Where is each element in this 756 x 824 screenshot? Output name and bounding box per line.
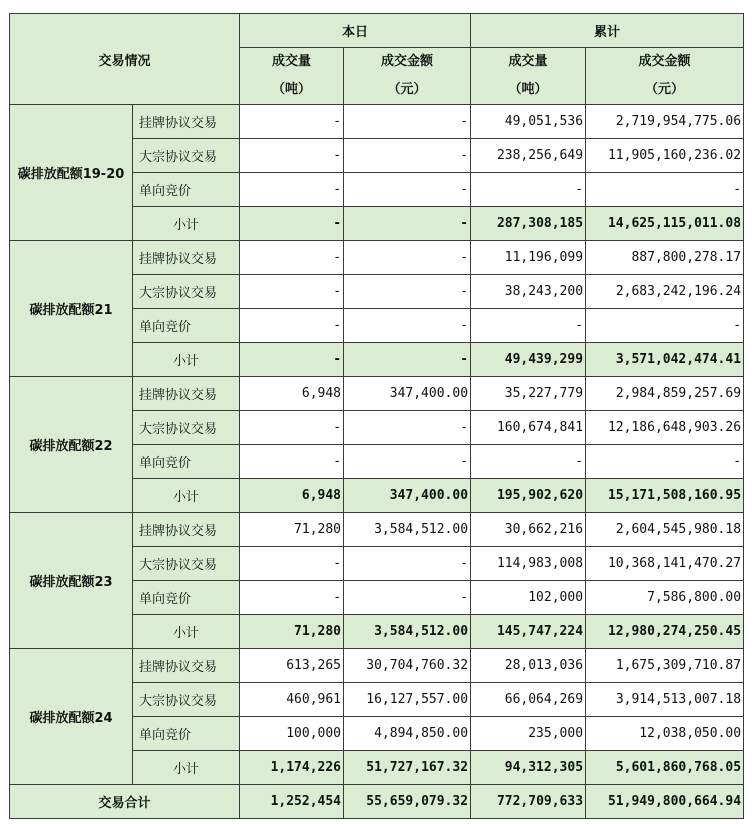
trading-summary-table <box>9 13 744 819</box>
trading-status-header: 交易情况 <box>10 14 240 105</box>
cumulative-volume-cell: 238,256,649 <box>471 139 586 173</box>
cumulative-volume-cell: 28,013,036 <box>471 649 586 683</box>
cumulative-volume-cell: - <box>471 173 586 207</box>
today-volume-header <box>240 48 344 105</box>
today-volume-cell: 613,265 <box>240 649 344 683</box>
subtotal-label: 小计 <box>133 751 240 785</box>
cumulative-volume-header <box>471 48 586 105</box>
today-amount-cell: 347,400.00 <box>344 479 471 513</box>
section-name: 碳排放配额23 <box>10 513 133 649</box>
trade-type-label: 挂牌协议交易 <box>133 241 240 275</box>
today-volume-cell: 71,280 <box>240 513 344 547</box>
today-volume-cell: - <box>240 173 344 207</box>
today-amount-cell: - <box>344 445 471 479</box>
table-row <box>10 241 744 275</box>
today-amount-unit: （元） <box>387 82 427 97</box>
cumulative-amount-cell: 5,601,860,768.05 <box>586 751 744 785</box>
today-volume-cell: 1,174,226 <box>240 751 344 785</box>
total-today-volume: 1,252,454 <box>240 785 344 819</box>
table-row <box>10 513 744 547</box>
cumulative-amount-cell: 2,683,242,196.24 <box>586 275 744 309</box>
total-today-amount: 55,659,079.32 <box>344 785 471 819</box>
today-volume-unit: （吨） <box>272 82 312 97</box>
today-amount-cell: - <box>344 411 471 445</box>
cumulative-amount-cell: 1,675,309,710.87 <box>586 649 744 683</box>
section-name: 碳排放配额24 <box>10 649 133 785</box>
cumulative-amount-cell: 14,625,115,011.08 <box>586 207 744 241</box>
today-amount-header <box>344 48 471 105</box>
trade-type-label: 单向竞价 <box>133 717 240 751</box>
cumulative-volume-cell: 145,747,224 <box>471 615 586 649</box>
trade-type-label: 挂牌协议交易 <box>133 513 240 547</box>
section-name: 碳排放配额19-20 <box>10 105 133 241</box>
cumulative-volume-cell: 49,051,536 <box>471 105 586 139</box>
today-amount-title: 成交金额 <box>381 54 434 69</box>
today-volume-cell: - <box>240 411 344 445</box>
today-amount-cell: 3,584,512.00 <box>344 615 471 649</box>
trade-type-label: 挂牌协议交易 <box>133 377 240 411</box>
cumulative-amount-cell: 12,186,648,903.26 <box>586 411 744 445</box>
today-amount-cell: - <box>344 173 471 207</box>
cumulative-volume-unit: （吨） <box>508 82 548 97</box>
cumulative-volume-cell: 11,196,099 <box>471 241 586 275</box>
cumulative-amount-cell: 11,905,160,236.02 <box>586 139 744 173</box>
section-name: 碳排放配额21 <box>10 241 133 377</box>
cumulative-volume-cell: 160,674,841 <box>471 411 586 445</box>
table-row <box>10 377 744 411</box>
cumulative-amount-header <box>586 48 744 105</box>
total-cumulative-volume: 772,709,633 <box>471 785 586 819</box>
today-volume-title: 成交量 <box>272 54 312 69</box>
today-volume-cell: - <box>240 547 344 581</box>
cumulative-header: 累计 <box>471 14 744 48</box>
today-amount-cell: - <box>344 343 471 377</box>
today-amount-cell: 30,704,760.32 <box>344 649 471 683</box>
cumulative-amount-cell: 12,038,050.00 <box>586 717 744 751</box>
trade-type-label: 大宗协议交易 <box>133 139 240 173</box>
cumulative-amount-cell: 2,604,545,980.18 <box>586 513 744 547</box>
subtotal-label: 小计 <box>133 343 240 377</box>
trade-type-label: 单向竞价 <box>133 173 240 207</box>
today-amount-cell: 347,400.00 <box>344 377 471 411</box>
today-amount-cell: - <box>344 547 471 581</box>
cumulative-amount-cell: 15,171,508,160.95 <box>586 479 744 513</box>
today-volume-cell: - <box>240 241 344 275</box>
cumulative-volume-cell: 195,902,620 <box>471 479 586 513</box>
cumulative-volume-cell: - <box>471 309 586 343</box>
cumulative-volume-cell: 35,227,779 <box>471 377 586 411</box>
cumulative-volume-cell: 114,983,008 <box>471 547 586 581</box>
trade-type-label: 挂牌协议交易 <box>133 649 240 683</box>
total-cumulative-amount: 51,949,800,664.94 <box>586 785 744 819</box>
cumulative-amount-cell: 2,984,859,257.69 <box>586 377 744 411</box>
trade-type-label: 单向竞价 <box>133 445 240 479</box>
today-volume-cell: - <box>240 139 344 173</box>
cumulative-volume-cell: 287,308,185 <box>471 207 586 241</box>
cumulative-volume-cell: - <box>471 445 586 479</box>
cumulative-volume-title: 成交量 <box>508 54 548 69</box>
trade-type-label: 挂牌协议交易 <box>133 105 240 139</box>
cumulative-amount-cell: 7,586,800.00 <box>586 581 744 615</box>
cumulative-amount-cell: - <box>586 173 744 207</box>
header-row-1 <box>10 14 744 48</box>
cumulative-amount-unit: （元） <box>645 82 685 97</box>
cumulative-volume-cell: 49,439,299 <box>471 343 586 377</box>
today-volume-cell: - <box>240 105 344 139</box>
cumulative-volume-cell: 94,312,305 <box>471 751 586 785</box>
today-volume-cell: 460,961 <box>240 683 344 717</box>
today-amount-cell: 4,894,850.00 <box>344 717 471 751</box>
today-volume-cell: 6,948 <box>240 377 344 411</box>
cumulative-volume-cell: 66,064,269 <box>471 683 586 717</box>
cumulative-amount-cell: - <box>586 445 744 479</box>
cumulative-amount-cell: 12,980,274,250.45 <box>586 615 744 649</box>
cumulative-amount-cell: 3,914,513,007.18 <box>586 683 744 717</box>
cumulative-volume-cell: 235,000 <box>471 717 586 751</box>
subtotal-label: 小计 <box>133 615 240 649</box>
cumulative-amount-cell: 10,368,141,470.27 <box>586 547 744 581</box>
cumulative-amount-cell: 887,800,278.17 <box>586 241 744 275</box>
today-amount-cell: - <box>344 241 471 275</box>
total-label: 交易合计 <box>10 785 240 819</box>
cumulative-volume-cell: 102,000 <box>471 581 586 615</box>
today-amount-cell: 16,127,557.00 <box>344 683 471 717</box>
trade-type-label: 大宗协议交易 <box>133 547 240 581</box>
cumulative-amount-cell: 2,719,954,775.06 <box>586 105 744 139</box>
today-amount-cell: 51,727,167.32 <box>344 751 471 785</box>
today-volume-cell: 100,000 <box>240 717 344 751</box>
today-volume-cell: 71,280 <box>240 615 344 649</box>
subtotal-label: 小计 <box>133 207 240 241</box>
today-volume-cell: - <box>240 343 344 377</box>
today-amount-cell: - <box>344 105 471 139</box>
trade-type-label: 单向竞价 <box>133 581 240 615</box>
today-amount-cell: - <box>344 581 471 615</box>
subtotal-label: 小计 <box>133 479 240 513</box>
trade-type-label: 大宗协议交易 <box>133 411 240 445</box>
today-volume-cell: - <box>240 445 344 479</box>
table-row <box>10 649 744 683</box>
today-volume-cell: - <box>240 275 344 309</box>
table-row <box>10 105 744 139</box>
today-volume-cell: 6,948 <box>240 479 344 513</box>
cumulative-volume-cell: 38,243,200 <box>471 275 586 309</box>
trade-type-label: 大宗协议交易 <box>133 275 240 309</box>
today-amount-cell: - <box>344 275 471 309</box>
today-amount-cell: 3,584,512.00 <box>344 513 471 547</box>
cumulative-amount-cell: - <box>586 309 744 343</box>
today-volume-cell: - <box>240 207 344 241</box>
cumulative-amount-title: 成交金额 <box>638 54 691 69</box>
cumulative-amount-cell: 3,571,042,474.41 <box>586 343 744 377</box>
table-body <box>10 14 744 819</box>
trade-type-label: 单向竞价 <box>133 309 240 343</box>
cumulative-volume-cell: 30,662,216 <box>471 513 586 547</box>
today-header: 本日 <box>240 14 471 48</box>
today-amount-cell: - <box>344 139 471 173</box>
trade-type-label: 大宗协议交易 <box>133 683 240 717</box>
total-row <box>10 785 744 819</box>
today-volume-cell: - <box>240 581 344 615</box>
today-amount-cell: - <box>344 309 471 343</box>
section-name: 碳排放配额22 <box>10 377 133 513</box>
today-volume-cell: - <box>240 309 344 343</box>
today-amount-cell: - <box>344 207 471 241</box>
